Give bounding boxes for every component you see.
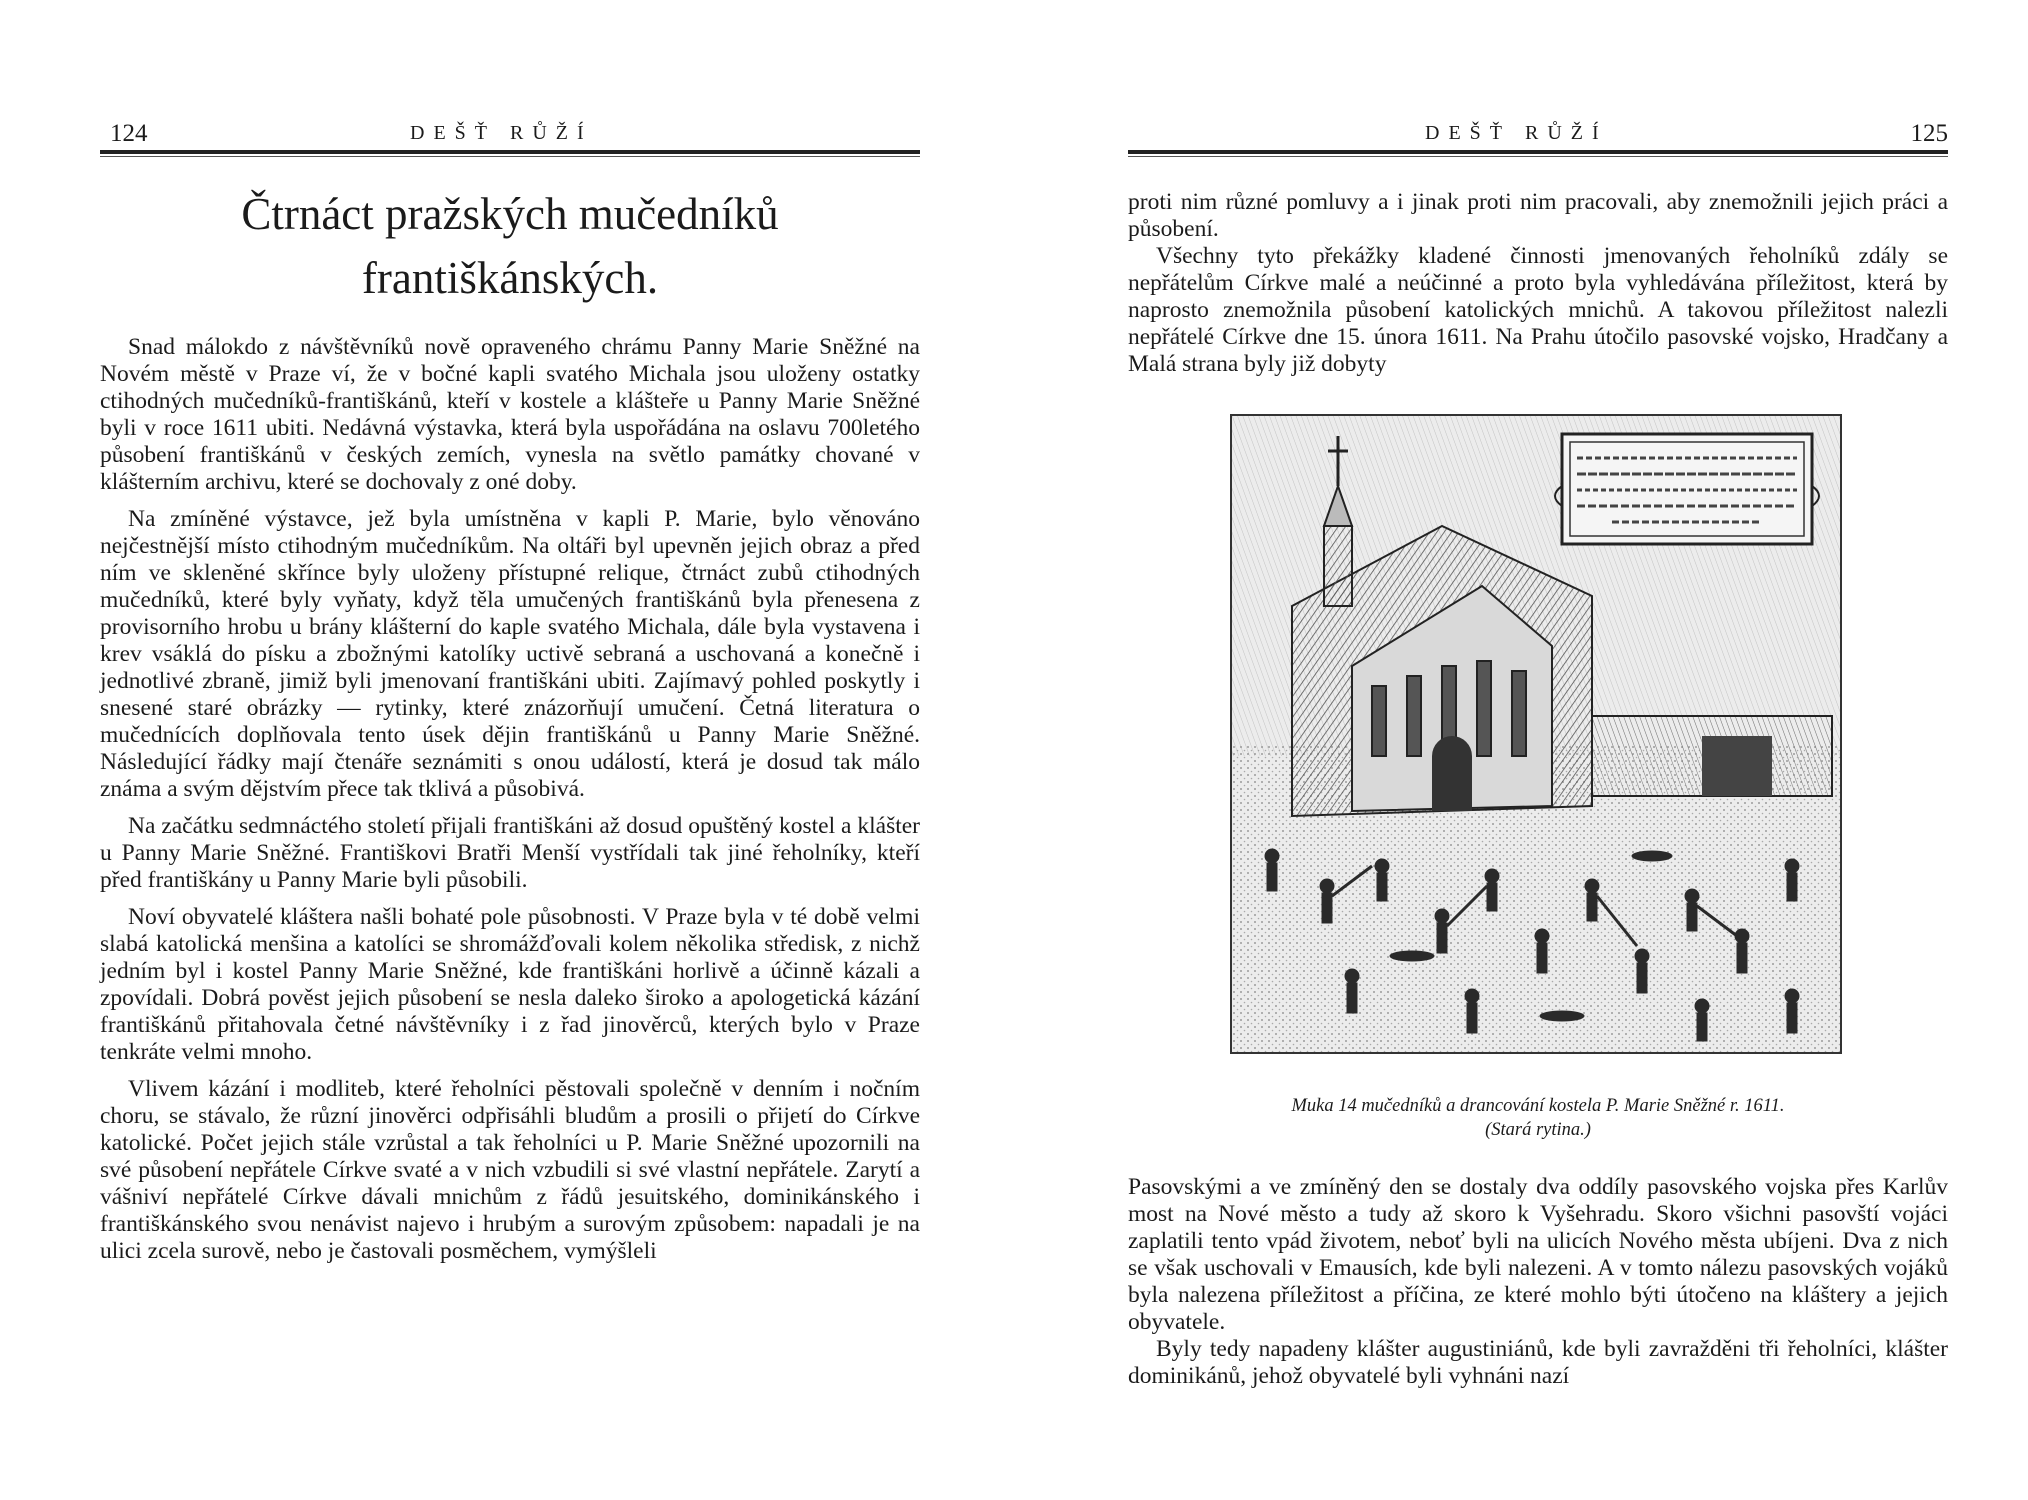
chapter-title-line-2: františkánských. xyxy=(361,253,659,303)
engraving-illustration xyxy=(1230,414,1842,1054)
paragraph: Na začátku sedmnáctého století přijali františkáni až dosud opuštěný kostel a klášter u Panny Marie Sněžné. Františkovi Bratři Menší vystřídali tak jiné řeholníky, kteří před františkány u Panny Marie byli působili. xyxy=(100,813,920,893)
monastery-wall xyxy=(1592,716,1832,796)
engraving-drawing xyxy=(1232,416,1840,1052)
running-title-right: DEŠŤ RŮŽÍ xyxy=(1425,122,1608,144)
paragraph: Byly tedy napadeny klášter augustiniánů, kde byli zavražděni tři řeholníci, klášter dominikánů, jehož obyvatelé byli vyhnáni nazí xyxy=(1128,1336,1948,1389)
paragraph: Pasovskými a ve zmíněný den se dostaly dva oddíly pasovského vojska přes Karlův most na Nové město a tudy až skoro k Vyšehradu. Skoro všichni pasovští vojáci zaplatili tento vpád životem, neboť byli na ulicích Nového města ubíjeni. Dva z nich se však uschovali v Emausích, kde byli nalezeni. A v tomto nálezu pasovských vojáků byla nalezena příležitost a příčina, ze které mohlo býti útočeno na kláštery a jejich obyvatele. xyxy=(1128,1174,1948,1335)
figure-caption: Muka 14 mučedníků a drancování kostela P. Marie Sněžné r. 1611. xyxy=(1291,1096,1785,1116)
left-page xyxy=(100,0,920,1500)
chapter-title-line-1: Čtrnáct pražských mučedníků xyxy=(241,189,779,239)
paragraph: Noví obyvatelé kláštera našli bohaté pole působnosti. V Praze byla v té době velmi slabá katolická menšina a katolíci se shromážďovali kolem několika středisk, z nichž jedním byl i kostel Panny Marie Sněžné, kde františkáni horlivě a účinně kázali a zpovídali. Dobrá pověst jejich působení se nesla daleko široko a apologetická kázání františkánů přitahovala četné návštěvníky i z řad jinověrců, kterých bylo v Praze tenkráte velmi mnoho. xyxy=(100,904,920,1065)
figure-caption-source: (Stará rytina.) xyxy=(1485,1120,1591,1140)
running-head-right xyxy=(1128,120,1948,150)
paragraph: Všechny tyto překážky kladené činnosti jmenovaných řeholníků zdály se nepřátelům Církve malé a neúčinné a proto byla vyhledávána příležitost, která by naprosto znemožnila působení katolických mnichů. A takovou příležitost nalezli nepřátelé Církve dne 15. února 1611. Na Prahu útočilo pasovské vojsko, Hradčany a Malá strana byly již dobyty xyxy=(1128,243,1948,377)
paragraph: Vlivem kázání i modliteb, které řeholníci pěstovali společně v denním i nočním choru, se stávalo, že různí jinověrci odpřisáhli bludům a prosili o přijetí do Církve katolické. Počet jejich stále vzrůstal a tak řeholníci u P. Marie Sněžné upozornili na své působení nepřátele Církve svaté a v nich vzbudili si své vlastní nepřátele. Zarytí a vášniví nepřátelé Církve dávali mnichům z řádů jesuitského, dominikánského i františkánského svou nenávist najevo i hrubým a surovým způsobem: napadali je na ulici zcela surově, nebo je častovali posměchem, vymýšleli xyxy=(100,1076,920,1264)
running-title-left: DEŠŤ RŮŽÍ xyxy=(410,122,593,144)
left-body-text xyxy=(100,334,920,1265)
header-rule-right xyxy=(1128,150,1948,157)
paragraph: Snad málokdo z návštěvníků nově opraveného chrámu Panny Marie Sněžné na Novém městě v Praze ví, že v bočné kapli svatého Michala jsou uloženy ostatky ctihodných mučedníků-františkánů, kteří v kostele a klášteře u Panny Marie Sněžné byli v roce 1611 ubiti. Nedávná výstavka, která byla uspořádána na oslavu 700letého působení františkánů v českých zemích, vynesla na světlo památky chované v klášterním archivu, které se dochovaly z oné doby. xyxy=(100,334,920,495)
right-body-text-bottom xyxy=(1128,1174,1948,1390)
chapter-title xyxy=(100,182,920,310)
right-body-text-top xyxy=(1128,189,1948,378)
page-number-left: 124 xyxy=(110,120,148,147)
paragraph: proti nim různé pomluvy a i jinak proti nim pracovali, aby znemožnili jejich práci a působení. xyxy=(1128,189,1948,242)
header-rule-left xyxy=(100,150,920,157)
page-number-right: 125 xyxy=(1910,120,1948,147)
paragraph: Na zmíněné výstavce, jež byla umístněna v kapli P. Marie, bylo věnováno nejčestnější místo ctihodným mučedníkům. Na oltáři byl upevněn jejich obraz a před ním ve skleněné skřínce byly uloženy přístupné relique, čtrnáct zubů ctihodných mučedníků, které byly vyňaty, když těla umučených františkánů byla přenesena z provisorního hrobu u brány klášterní do kaple svatého Michala, dále byla vystavena i krev vsáklá do písku a zbožnými katolíky uctivě sebraná a uschovaná a konečně i jednotlivé zbraně, jimiž byli jmenovaní františkáni ubiti. Zajímavý pohled poskytly i snesené staré obrázky — rytinky, které znázorňují umučení. Četná literatura o mučednících doplňovala tento úsek dějin františkánů u Panny Marie Sněžné. Následující řádky mají čtenáře seznámiti s onou událostí, která je dosud tak málo známa a svým dějstvím přece tak tklivá a působivá. xyxy=(100,506,920,802)
right-page xyxy=(1128,0,1948,1500)
inscription-cartouche xyxy=(1555,434,1819,544)
running-head-left xyxy=(100,120,920,150)
